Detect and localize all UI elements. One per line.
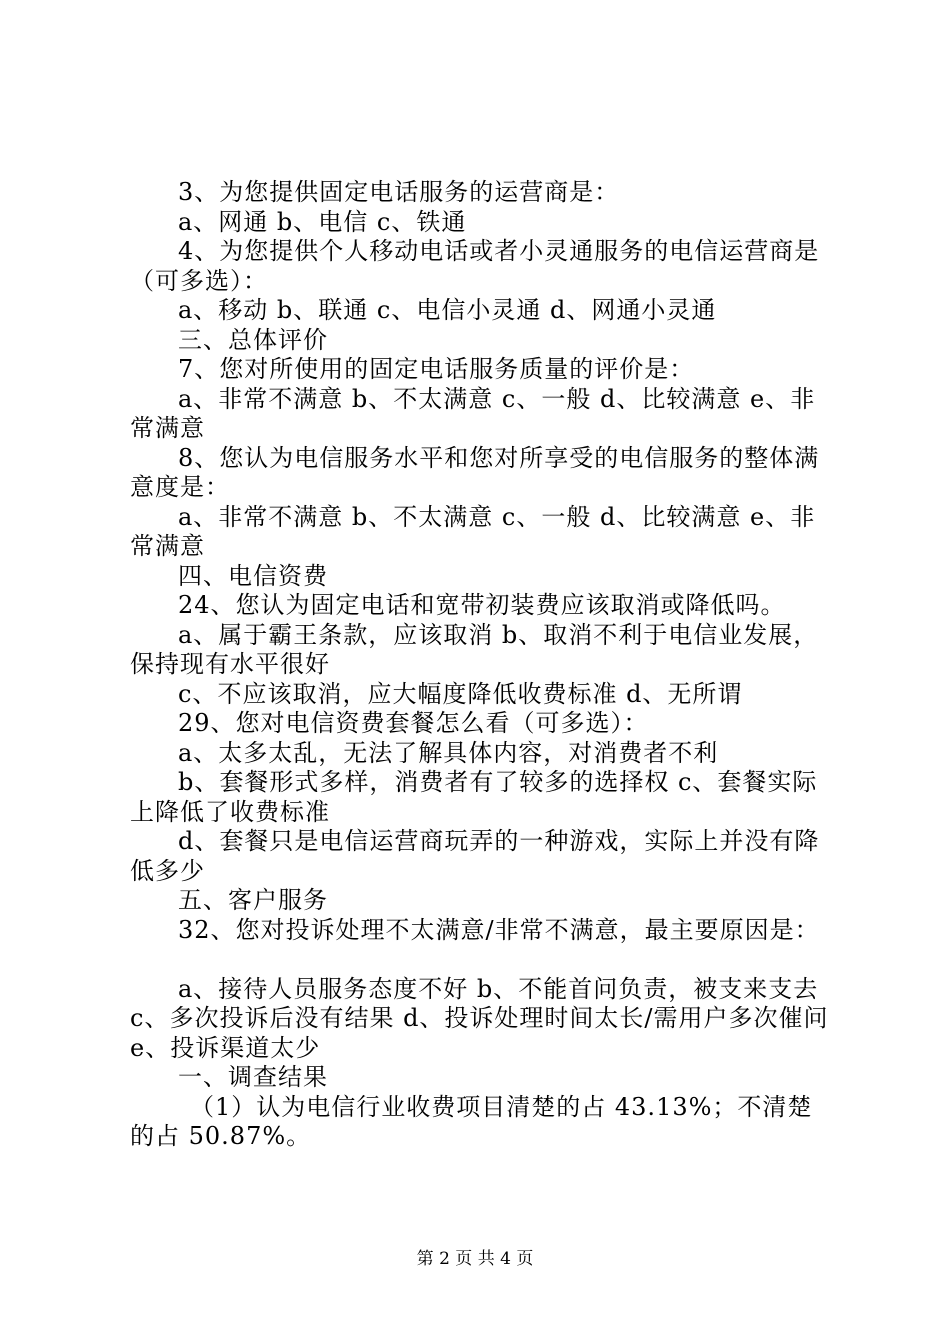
paragraph-question-24: 24、您认为固定电话和宽带初装费应该取消或降低吗。 <box>178 591 786 619</box>
paragraph-options-29-a: a、太多太乱，无法了解具体内容，对消费者不利 <box>178 738 719 767</box>
section-heading-overall-evaluation: 三、总体评价 <box>178 325 328 354</box>
paragraph-question-32: 32、您对投诉处理不太满意/非常不满意，最主要原因是： <box>178 915 820 944</box>
section-heading-customer-service: 五、客户服务 <box>178 886 328 914</box>
paragraph-options-7: a、非常不满意 b、不太满意 c、一般 d、比较满意 e、非常满意 <box>130 384 816 442</box>
paragraph-question-29: 29、您对电信资费套餐怎么看（可多选）： <box>178 709 649 737</box>
paragraph-question-4: 4、为您提供个人移动电话或者小灵通服务的电信运营商是（可多选）： <box>130 237 820 295</box>
paragraph-options-3: a、网通 b、电信 c、铁通 <box>178 207 467 236</box>
page-footer: 第 2 页 共 4 页 <box>416 1249 534 1269</box>
paragraph-question-3: 3、为您提供固定电话服务的运营商是： <box>178 178 620 206</box>
paragraph-options-29-d: d、套餐只是电信运营商玩弄的一种游戏，实际上并没有降低多少 <box>130 827 820 885</box>
paragraph-question-8: 8、您认为电信服务水平和您对所享受的电信服务的整体满意度是： <box>130 443 820 501</box>
paragraph-options-29-bc: b、套餐形式多样，消费者有了较多的选择权 c、套餐实际上降低了收费标准 <box>130 768 818 826</box>
section-heading-survey-results: 一、调查结果 <box>178 1063 328 1091</box>
paragraph-options-24-cd: c、不应该取消，应大幅度降低收费标准 d、无所谓 <box>178 679 743 708</box>
blank-line <box>130 945 834 975</box>
paragraph-options-24-ab: a、属于霸王条款，应该取消 b、取消不利于电信业发展，保持现有水平很好 <box>130 620 819 678</box>
paragraph-result-1: （1）认为电信行业收费项目清楚的占 43.13%；不清楚的占 50.87%。 <box>130 1092 813 1150</box>
paragraph-options-32: a、接待人员服务态度不好 b、不能首问负责，被支来支去 c、多次投诉后没有结果 d、投诉处理时间太长/需用户多次催问 e、投诉渠道太少 <box>130 974 829 1062</box>
paragraph-options-8: a、非常不满意 b、不太满意 c、一般 d、比较满意 e、非常满意 <box>130 502 816 560</box>
section-heading-telecom-fees: 四、电信资费 <box>178 561 328 590</box>
paragraph-question-7: 7、您对所使用的固定电话服务质量的评价是： <box>178 355 695 383</box>
paragraph-options-4: a、移动 b、联通 c、电信小灵通 d、网通小灵通 <box>178 296 717 324</box>
document-page <box>130 178 834 1152</box>
